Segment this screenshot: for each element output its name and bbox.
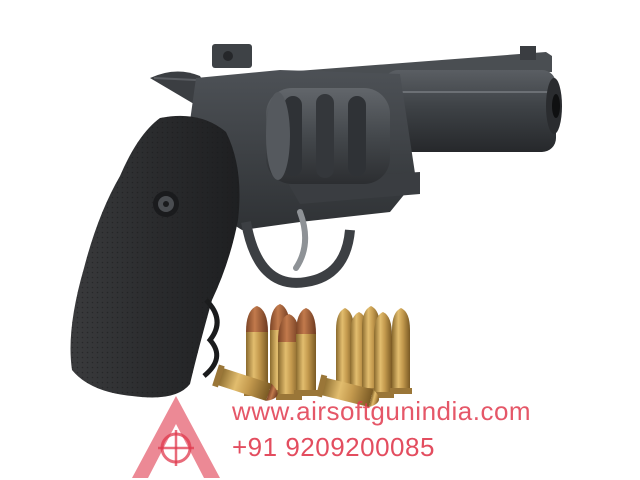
grip (71, 116, 240, 398)
cylinder (266, 88, 390, 184)
crosshair-a-logo-icon (128, 392, 224, 480)
watermark-phone: +91 9209200085 (232, 432, 435, 462)
cartridges (212, 304, 412, 411)
watermark-url: www.airsoftgunindia.com (232, 396, 532, 426)
